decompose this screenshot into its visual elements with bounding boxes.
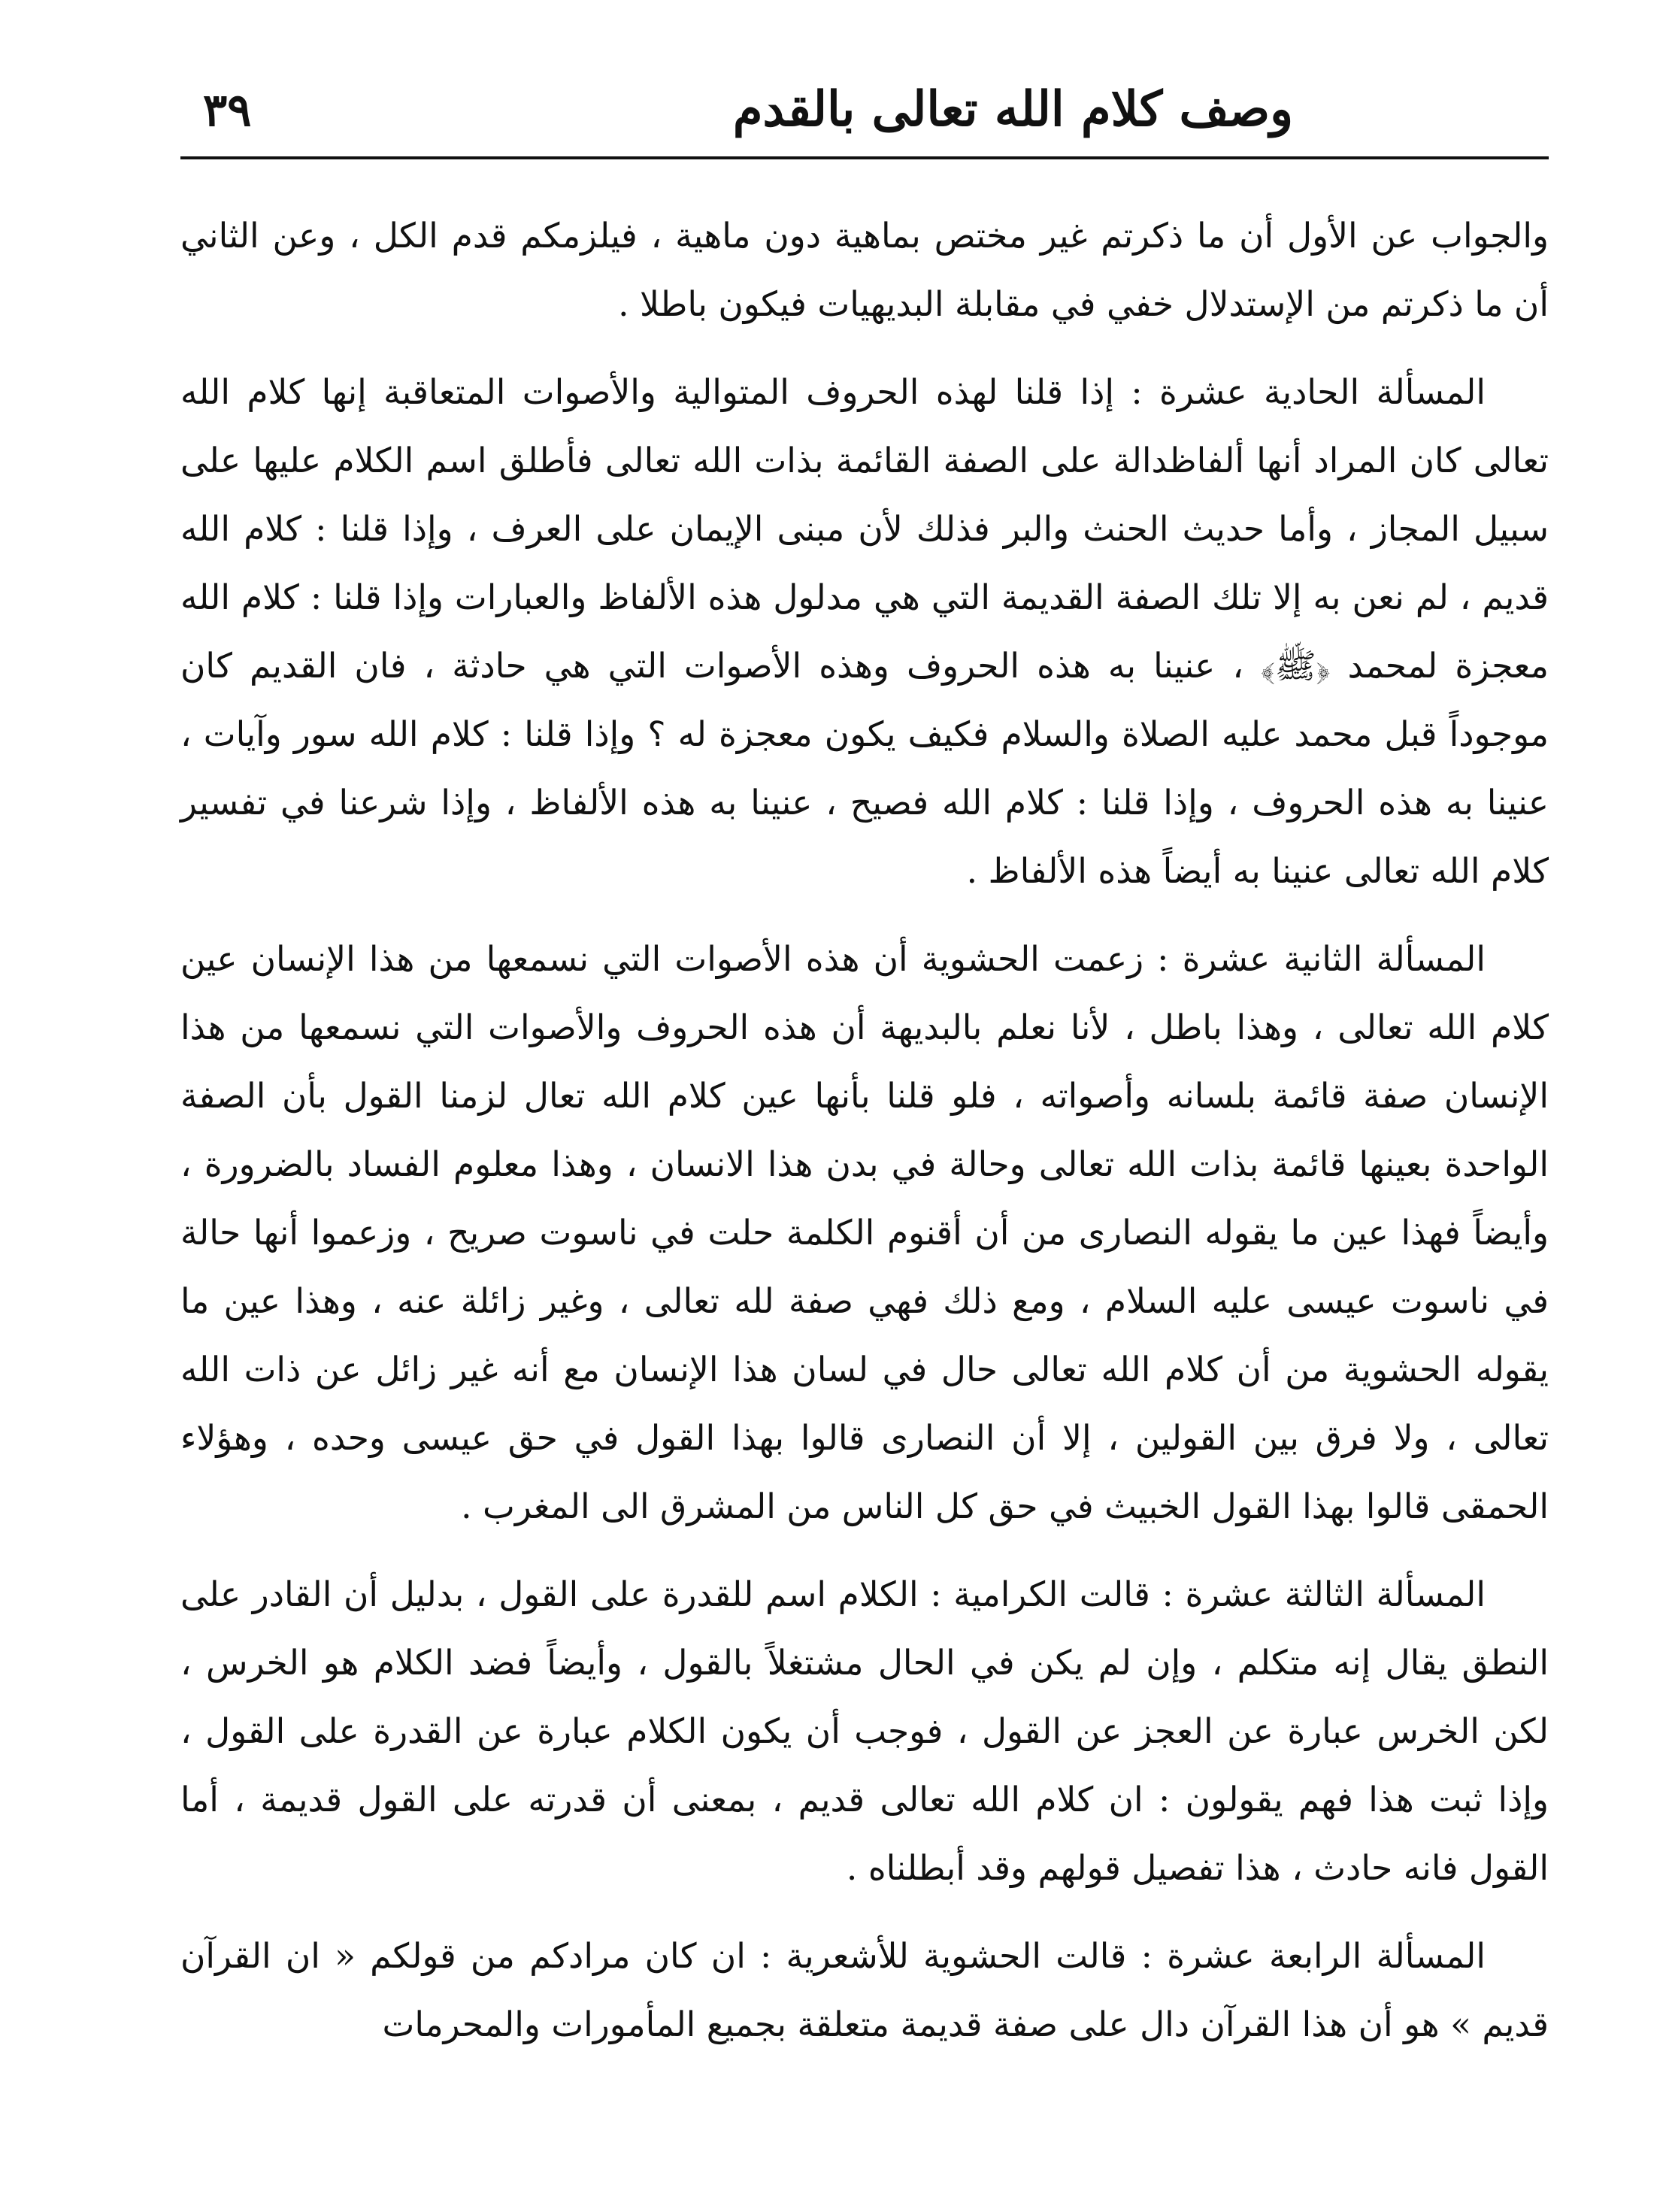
paragraph: المسألة الثالثة عشرة : قالت الكرامية : الكلام اسم للقدرة على القول ، بدليل أن القادر على النطق يقال إنه متكلم ، وإن لم يكن في الحال مشتغلاً بالقول ، وأيضاً فضد الكلام هو الخرس ، لكن الخرس عبارة عن العجز عن القول ، فوجب أن يكون الكلام عبارة عن القدرة على القول ، وإذا ثبت هذا فهم يقولون : ان كلام الله تعالى قديم ، بمعنى أن قدرته على القول قديمة ، أما القول فانه حادث ، هذا تفصيل قولهم وقد أبطلناه . [180,1574,1549,1888]
page-number: ٣٩ [203,84,252,137]
paragraph: المسألة الرابعة عشرة : قالت الحشوية للأشعرية : ان كان مرادكم من قولكم « ان القرآن قديم » هو أن هذا القرآن دال على صفة قديمة متعلقة بجميع المأمورات والمحرمات [180,1936,1549,2044]
page-body [180,202,1549,2078]
paragraph: والجواب عن الأول أن ما ذكرتم غير مختص بماهية دون ماهية ، فيلزمكم قدم الكل ، وعن الثاني أن ما ذكرتم من الإستدلال خفي في مقابلة البديهيات فيكون باطلا . [180,216,1549,324]
running-title: وصف كلام الله تعالى بالقدم [732,81,1293,138]
page-header [180,75,1549,165]
paragraph: المسألة الحادية عشرة : إذا قلنا لهذه الحروف المتوالية والأصوات المتعاقبة إنها كلام الله تعالى كان المراد أنها ألفاظدالة على الصفة القائمة بذات الله تعالى فأطلق اسم الكلام عليها على سبيل المجاز ، وأما حديث الحنث والبر فذلك لأن مبنى الإيمان على العرف ، وإذا قلنا : كلام الله قديم ، لم نعن به إلا تلك الصفة القديمة التي هي مدلول هذه الألفاظ والعبارات وإذا قلنا : كلام الله معجزة لمحمد ﴿ﷺ﴾ ، عنينا به هذه الحروف وهذه الأصوات التي هي حادثة ، فان القديم كان موجوداً قبل محمد عليه الصلاة والسلام فكيف يكون معجزة له ؟ وإذا قلنا : كلام الله سور وآيات ، عنينا به هذه الحروف ، وإذا قلنا : كلام الله فصيح ، عنينا به هذه الألفاظ ، وإذا شرعنا في تفسير كلام الله تعالى عنينا به أيضاً هذه الألفاظ . [180,372,1549,891]
header-divider [180,156,1549,159]
paragraph: المسألة الثانية عشرة : زعمت الحشوية أن هذه الأصوات التي نسمعها من هذا الإنسان عين كلام الله تعالى ، وهذا باطل ، لأنا نعلم بالبديهة أن هذه الحروف والأصوات التي نسمعها من هذا الإنسان صفة قائمة بلسانه وأصواته ، فلو قلنا بأنها عين كلام الله تعال لزمنا القول بأن الصفة الواحدة بعينها قائمة بذات الله تعالى وحالة في بدن هذا الانسان ، وهذا معلوم الفساد بالضرورة ، وأيضاً فهذا عين ما يقوله النصارى من أن أقنوم الكلمة حلت في ناسوت صريح ، وزعموا أنها حالة في ناسوت عيسى عليه السلام ، ومع ذلك فهي صفة لله تعالى ، وغير زائلة عنه ، وهذا عين ما يقوله الحشوية من أن كلام الله تعالى حال في لسان هذا الإنسان مع أنه غير زائل عن ذات الله تعالى ، ولا فرق بين القولين ، إلا أن النصارى قالوا بهذا القول في حق عيسى وحده ، وهؤلاء الحمقى قالوا بهذا القول الخبيث في حق كل الناس من المشرق الى المغرب . [180,939,1549,1526]
